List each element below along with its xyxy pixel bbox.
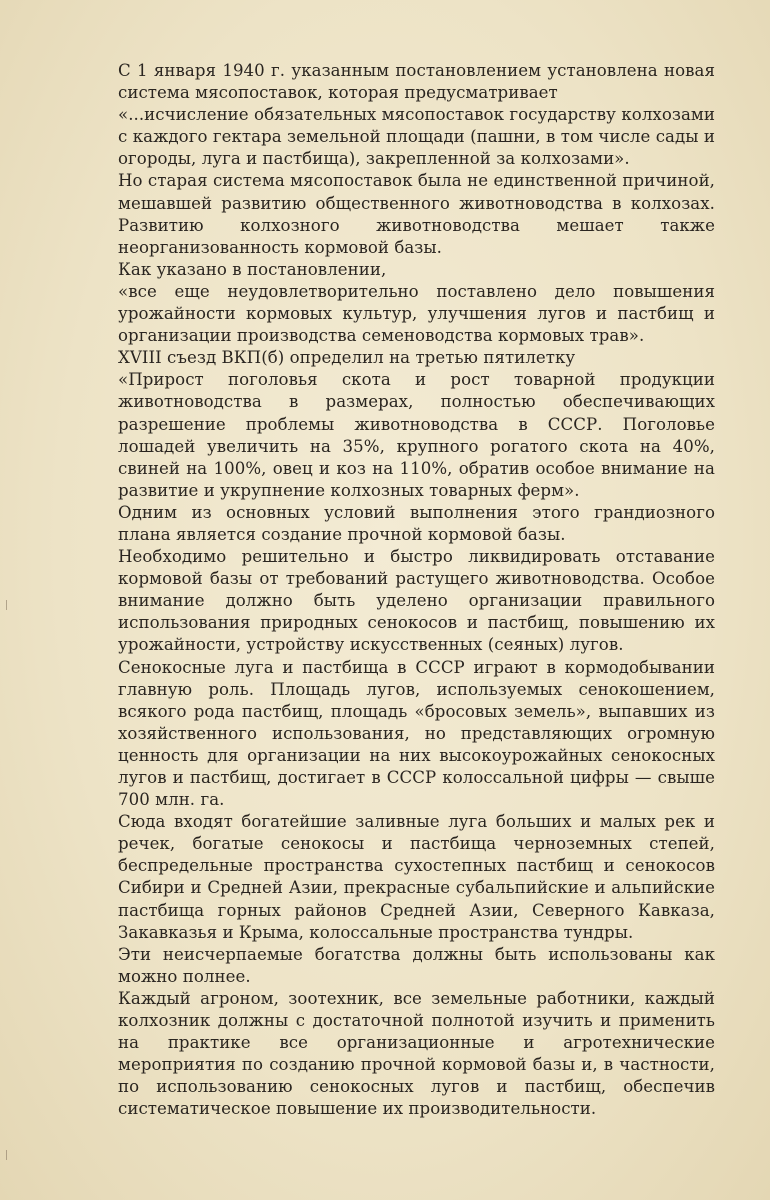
page-text (118, 60, 715, 1121)
edge-mark (6, 1150, 7, 1160)
quote-paragraph: «...исчисление обязательных мясопоставок государству колхозами с каждого гектара земельной площади (пашни, в том числе сады и огороды, луга и пастбища), закрепленной за колхозами». (118, 105, 715, 169)
paragraph: Но старая система мясопоставок была не единственной причиной, мешавшей развитию общественного животноводства в колхозах. Развитию колхозного животноводства мешает также неорганизованность кормовой базы. (118, 171, 715, 257)
paragraph: Сюда входят богатейшие заливные луга больших и малых рек и речек, богатые сенокосы и пастбища черноземных степей, беспредельные пространства сухостепных пастбищ и сенокосов Сибири и Средней Азии, прекрасные субальпийские и альпийские пастбища горных районов Средней Азии, Северного Кавказа, Закавказья и Крыма, колоссальные пространства тундры. (118, 812, 715, 942)
paragraph: С 1 января 1940 г. указанным постановлением установлена новая система мясопоставок, которая предусматривает (118, 61, 715, 103)
paragraph: Сенокосные луга и пастбища в СССР играют в кормодобывании главную роль. Площадь лугов, используемых сенокошением, всякого рода пастбищ, площадь «бросовых земель», выпавших из хозяйственного использования, но представляющих огромную ценность для организации на них высокоурожайных сенокосных лугов и пастбищ, достигает в СССР колоссальной цифры — свыше 700 млн. га. (118, 657, 715, 810)
paragraph: Одним из основных условий выполнения этого грандиозного плана является создание прочной кормовой базы. (118, 502, 715, 544)
paragraph: Необходимо решительно и быстро ликвидировать отставание кормовой базы от требований растущего животноводства. Особое внимание должно быть уделено организации правильного использования природных сенокосов и пастбищ, повышению их урожайности, устройству искусственных (сеяных) лугов. (118, 547, 715, 655)
paragraph: Эти неисчерпаемые богатства должны быть использованы как можно полнее. (118, 944, 715, 986)
paragraph: Каждый агроном, зоотехник, все земельные работники, каждый колхозник должны с достаточной полнотой изучить и применить на практике все организационные и агротехнические мероприятия по созданию прочной кормовой базы и, в частности, по использованию сенокосных лугов и пастбищ, обеспечив систематическое повышение их производительности. (118, 988, 715, 1119)
edge-mark (6, 600, 7, 610)
paragraph: Как указано в постановлении, (118, 259, 387, 279)
quote-paragraph: «Прирост поголовья скота и рост товарной продукции животноводства в размерах, полностью обеспечивающих разрешение проблемы животноводства в СССР. Поголовье лошадей увеличить на 35%, крупного рогатого скота на 40%, свиней на 100%, овец и коз на 110%, обратив особое внимание на развитие и укрупнение колхозных товарных ферм». (118, 370, 715, 500)
quote-paragraph: «все еще неудовлетворительно поставлено дело повышения урожайности кормовых культур, улучшения лугов и пастбищ и организации производства семеноводства кормовых трав». (118, 281, 715, 346)
paragraph: XVIII съезд ВКП(б) определил на третью пятилетку (118, 348, 576, 368)
